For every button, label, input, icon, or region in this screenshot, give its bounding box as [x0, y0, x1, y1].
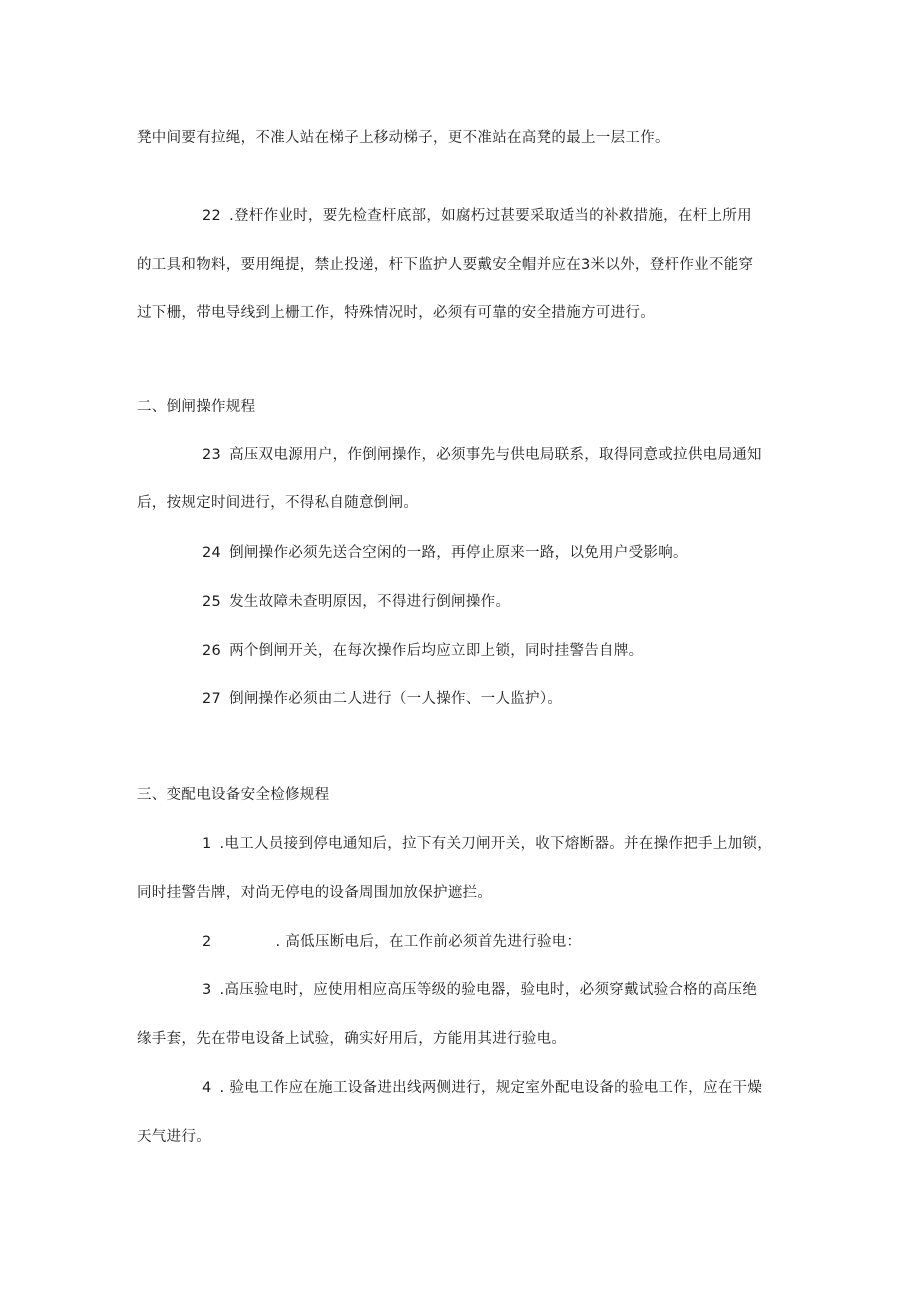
text-line: .高压验电时，应使用相应高压等级的验电器，验电时，必须穿戴试验合格的高压绝 — [219, 982, 758, 998]
text-line: 倒闸操作必须由二人进行（一人操作、一人监护）。 — [229, 691, 563, 707]
text-line: 高压双电源用户，作倒闸操作，必须事先与供电局联系，取得同意或拉供电局通知 — [229, 447, 762, 463]
text-line: . 高低压断电后，在工作前必须首先进行验电： — [275, 934, 582, 950]
item-number: 4 — [202, 1080, 212, 1096]
item-number: 25 — [202, 594, 222, 610]
paragraph-22-line-1 — [202, 207, 752, 225]
text-line: 同时挂警告牌，对尚无停电的设备周围加放保护遮拦。 — [137, 885, 493, 901]
text-line: 发生故障未查明原因，不得进行倒闸操作。 — [229, 594, 511, 610]
paragraph-22-line-3 — [137, 304, 655, 322]
item-number: 2 — [202, 934, 212, 950]
paragraph-27 — [202, 690, 562, 708]
text-line: 凳中间要有拉绳，不准人站在梯子上移动梯子，更不准站在高凳的最上一层工作。 — [137, 130, 670, 146]
paragraph-21-continuation — [137, 129, 670, 147]
item-number: 26 — [202, 643, 222, 659]
item-number: 1 — [202, 836, 212, 852]
paragraph-23-line-1 — [202, 446, 762, 464]
text-line: .登杆作业时，要先检查杆底部，如腐朽过甚要采取适当的补救措施，在杆上所用 — [229, 208, 752, 224]
text-line: 的工具和物料，要用绳提，禁止投递，杆下监护人要戴安全帽并应在3米以外，登杆作业不能穿 — [137, 257, 754, 273]
paragraph-25 — [202, 593, 510, 611]
section-3-item-3-line-1 — [202, 981, 757, 999]
section-3-item-1-line-2 — [137, 884, 492, 902]
paragraph-26 — [202, 642, 643, 660]
section-3-item-3-line-2 — [137, 1030, 566, 1048]
item-number: 22 — [202, 208, 222, 224]
text-line: 两个倒闸开关，在每次操作后均应立即上锁，同时挂警告自牌。 — [229, 643, 644, 659]
item-number: 23 — [202, 447, 222, 463]
paragraph-24 — [202, 544, 688, 562]
text-line: 倒闸操作必须先送合空闲的一路，再停止原来一路，以免用户受影响。 — [229, 545, 688, 561]
section-3-item-1-line-1 — [202, 835, 772, 853]
item-number: 3 — [202, 982, 212, 998]
text-line: 过下栅，带电导线到上栅工作，特殊情况时，必须有可靠的安全措施方可进行。 — [137, 305, 655, 321]
section-3-item-2 — [202, 933, 581, 951]
section-3-item-4-line-2 — [137, 1128, 211, 1146]
item-number: 24 — [202, 545, 222, 561]
text-line: .电工人员接到停电通知后，拉下有关刀闸开关，收下熔断器。并在操作把手上加锁， — [219, 836, 773, 852]
item-number: 27 — [202, 691, 222, 707]
text-line: 后，按规定时间进行，不得私自随意倒闸。 — [137, 495, 419, 511]
section-2-title — [137, 398, 255, 416]
section-3-item-4-line-1 — [202, 1079, 762, 1097]
section-heading: 二、倒闸操作规程 — [137, 399, 256, 415]
paragraph-23-line-2 — [137, 494, 418, 512]
text-line: 缘手套，先在带电设备上试验，确实好用后，方能用其进行验电。 — [137, 1031, 567, 1047]
text-line: 天气进行。 — [137, 1129, 211, 1145]
paragraph-22-line-2 — [137, 256, 753, 274]
text-line: . 验电工作应在施工设备进出线两侧进行，规定室外配电设备的验电工作，应在干燥 — [219, 1080, 763, 1096]
section-3-title — [137, 786, 329, 804]
section-heading: 三、变配电设备安全检修规程 — [137, 787, 330, 803]
